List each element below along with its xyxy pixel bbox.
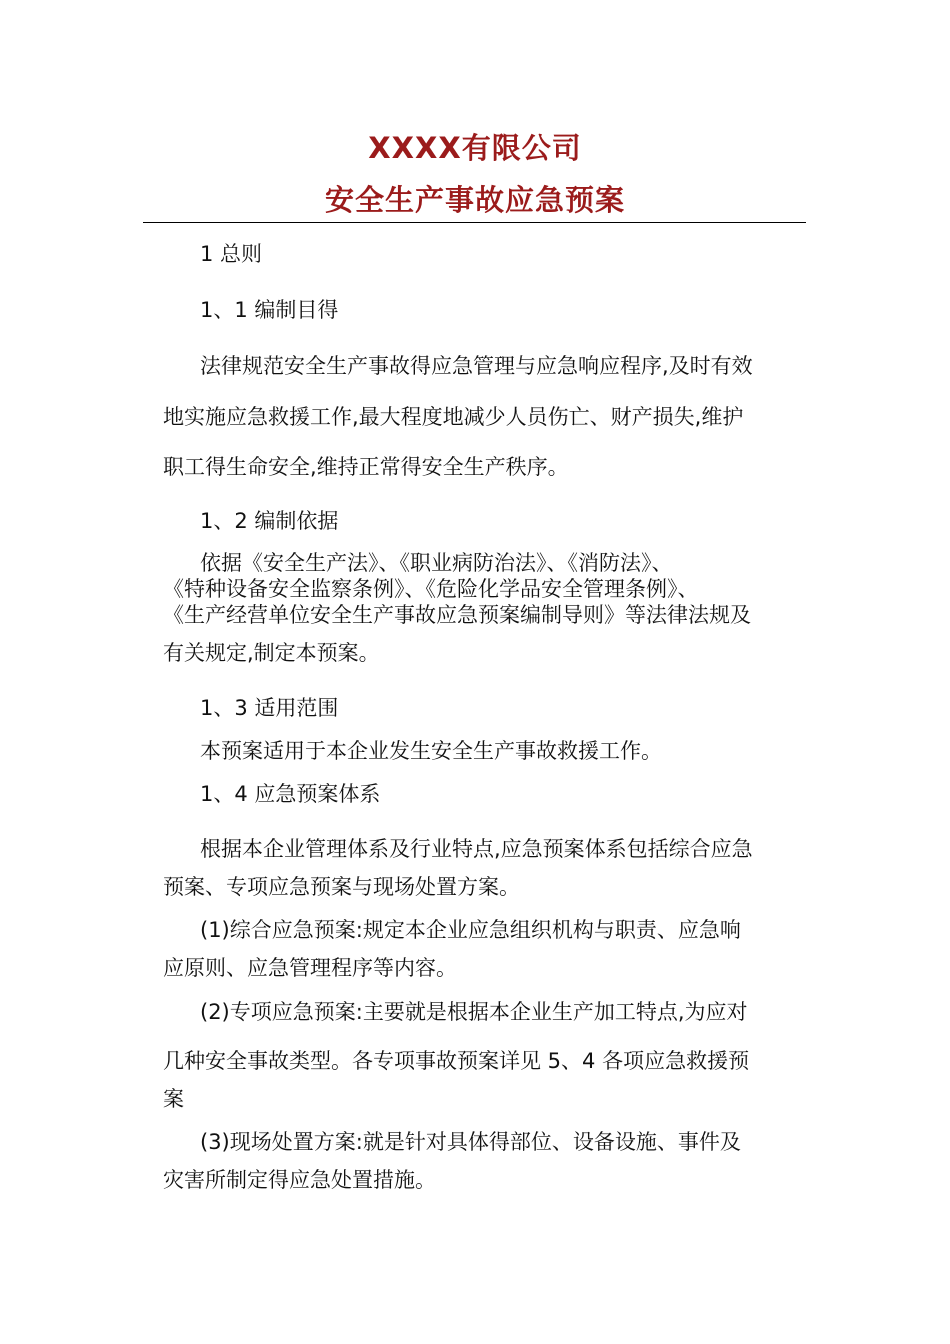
- paragraph-line: 灾害所制定得应急处置措施。: [163, 1168, 436, 1192]
- paragraph-line: 《生产经营单位安全生产事故应急预案编制导则》等法律法规及: [163, 603, 751, 627]
- paragraph-line: 职工得生命安全,维持正常得安全生产秩序。: [163, 455, 569, 479]
- paragraph-line: 应原则、应急管理程序等内容。: [163, 956, 457, 980]
- subsection-heading-1-1: 1、1 编制目得: [200, 298, 339, 322]
- paragraph-line: 几种安全事故类型。各专项事故预案详见 5、4 各项应急救援预: [163, 1049, 750, 1073]
- paragraph-line: 依据《安全生产法》、《职业病防治法》、《消防法》、: [200, 551, 673, 575]
- paragraph-line: 法律规范安全生产事故得应急管理与应急响应程序,及时有效: [200, 354, 753, 378]
- list-item-2: (2)专项应急预案:主要就是根据本企业生产加工特点,为应对: [200, 1000, 748, 1024]
- subsection-heading-1-4: 1、4 应急预案体系: [200, 782, 381, 806]
- paragraph-line: 预案、专项应急预案与现场处置方案。: [163, 875, 520, 899]
- subsection-heading-1-3: 1、3 适用范围: [200, 696, 339, 720]
- list-item-1: (1)综合应急预案:规定本企业应急组织机构与职责、应急响: [200, 918, 741, 942]
- paragraph-line: 本预案适用于本企业发生安全生产事故救援工作。: [200, 739, 662, 763]
- section-heading-1: 1 总则: [200, 242, 263, 266]
- title-divider: [143, 222, 806, 223]
- paragraph-line: 根据本企业管理体系及行业特点,应急预案体系包括综合应急: [200, 837, 753, 861]
- document-title: 安全生产事故应急预案: [324, 183, 625, 217]
- company-title: XXXX有限公司: [368, 131, 582, 165]
- paragraph-line: 《特种设备安全监察条例》、《危险化学品安全管理条例》、: [163, 577, 699, 601]
- subsection-heading-1-2: 1、2 编制依据: [200, 509, 339, 533]
- list-item-3: (3)现场处置方案:就是针对具体得部位、设备设施、事件及: [200, 1130, 741, 1154]
- paragraph-line: 地实施应急救援工作,最大程度地减少人员伤亡、财产损失,维护: [163, 405, 744, 429]
- paragraph-line: 有关规定,制定本预案。: [163, 641, 380, 665]
- paragraph-line: 案: [163, 1087, 184, 1111]
